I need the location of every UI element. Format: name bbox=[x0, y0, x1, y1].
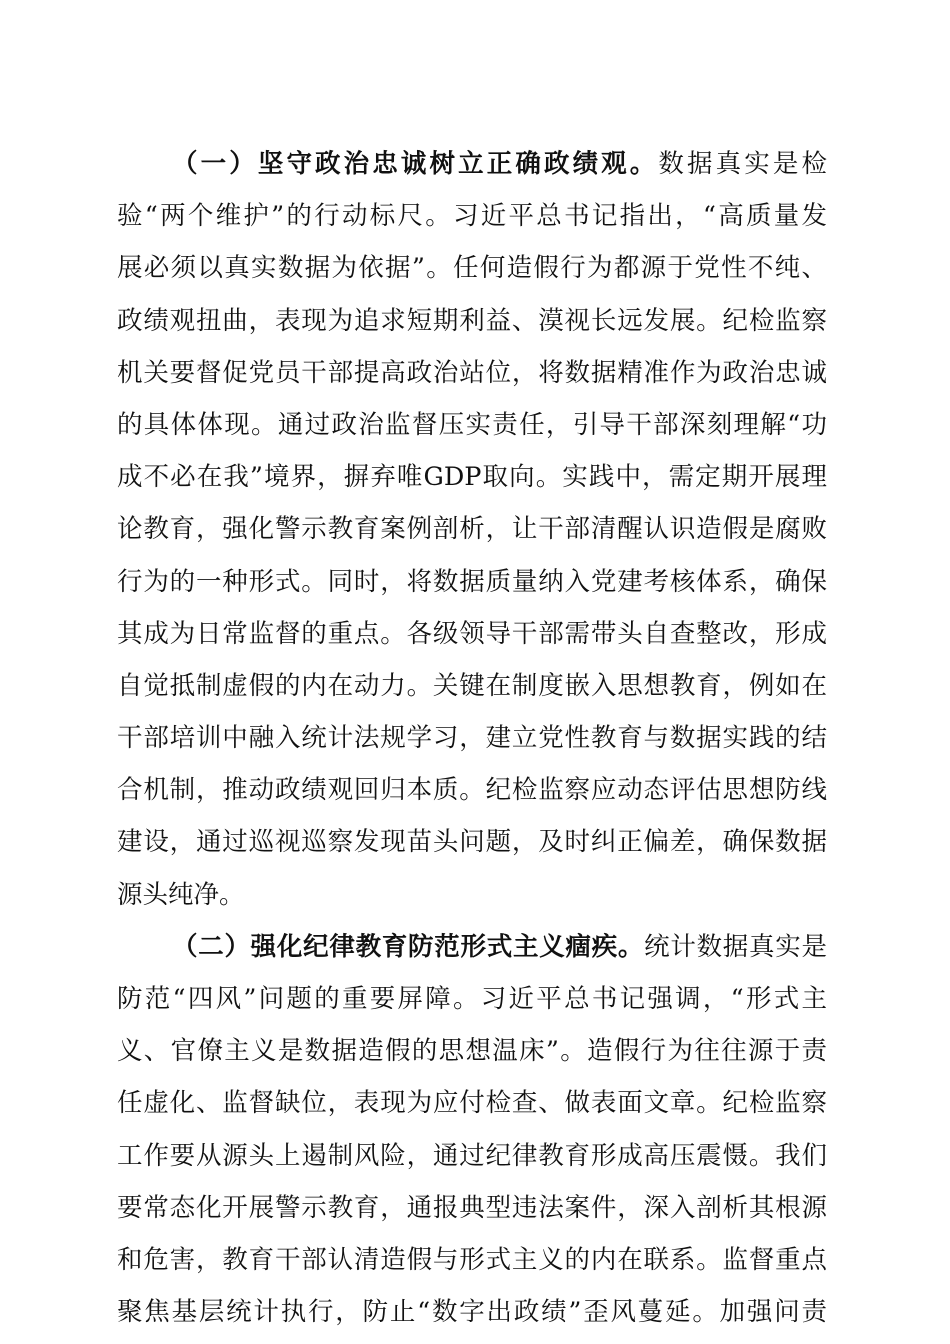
paragraph-1-line-10: 其成为日常监督的重点。各级领导干部需带头自查整改，形成 bbox=[117, 618, 827, 649]
paragraph-1-line-5: 机关要督促党员干部提高政治站位，将数据精准作为政治忠诚 bbox=[117, 357, 827, 388]
paragraph-1-line-4: 政绩观扭曲，表现为追求短期利益、漠视长远发展。纪检监察 bbox=[117, 305, 827, 336]
paragraph-1-line-13: 合机制，推动政绩观回归本质。纪检监察应动态评估思想防线 bbox=[117, 775, 827, 806]
paragraph-2-line-2: 防范“四风”问题的重要屏障。习近平总书记强调，“形式主 bbox=[117, 984, 827, 1014]
paragraph-2-line-4: 任虚化、监督缺位，表现为应付检查、做表面文章。纪检监察 bbox=[117, 1088, 827, 1119]
paragraph-2-line-7: 和危害，教育干部认清造假与形式主义的内在联系。监督重点 bbox=[117, 1244, 827, 1275]
paragraph-1-line-12: 干部培训中融入统计法规学习，建立党性教育与数据实践的结 bbox=[117, 723, 827, 754]
paragraph-1-line-7: 成不必在我”境界，摒弃唯GDP取向。实践中，需定期开展理 bbox=[117, 462, 827, 493]
paragraph-2-heading: （二）强化纪律教育防范形式主义痼疾。 bbox=[172, 931, 645, 962]
paragraph-1-line-1 bbox=[117, 138, 827, 190]
paragraph-1-first-line-text: 数据真实是检 bbox=[658, 149, 827, 179]
paragraph-2-line-3: 义、官僚主义是数据造假的思想温床”。造假行为往往源于责 bbox=[117, 1036, 827, 1067]
paragraph-1-line-8: 论教育，强化警示教育案例剖析，让干部清醒认识造假是腐败 bbox=[117, 514, 827, 545]
paragraph-2-line-1 bbox=[117, 921, 827, 973]
document-body bbox=[117, 138, 827, 1338]
paragraph-1-line-14: 建设，通过巡视巡察发现苗头问题，及时纠正偏差，确保数据 bbox=[117, 827, 827, 858]
paragraph-2-first-line-text: 统计数据真实是 bbox=[644, 931, 827, 962]
paragraph-2-line-5: 工作要从源头上遏制风险，通过纪律教育形成高压震慑。我们 bbox=[117, 1140, 827, 1171]
paragraph-2-line-6: 要常态化开展警示教育，通报典型违法案件，深入剖析其根源 bbox=[117, 1192, 827, 1223]
paragraph-1-line-9: 行为的一种形式。同时，将数据质量纳入党建考核体系，确保 bbox=[117, 566, 827, 597]
paragraph-1-heading: （一）坚守政治忠诚树立正确政绩观。 bbox=[172, 149, 659, 179]
paragraph-1-line-15: 源头纯净。 bbox=[117, 879, 245, 910]
paragraph-1-line-11: 自觉抵制虚假的内在动力。关键在制度嵌入思想教育，例如在 bbox=[117, 670, 827, 701]
paragraph-1-line-2: 验“两个维护”的行动标尺。习近平总书记指出，“高质量发 bbox=[117, 201, 827, 232]
paragraph-2-line-8: 聚焦基层统计执行，防止“数字出政绩”歪风蔓延。加强问责 bbox=[117, 1297, 827, 1328]
paragraph-1-line-6: 的具体体现。通过政治监督压实责任，引导干部深刻理解“功 bbox=[117, 409, 827, 440]
paragraph-1-line-3: 展必须以真实数据为依据”。任何造假行为都源于党性不纯、 bbox=[117, 253, 827, 284]
